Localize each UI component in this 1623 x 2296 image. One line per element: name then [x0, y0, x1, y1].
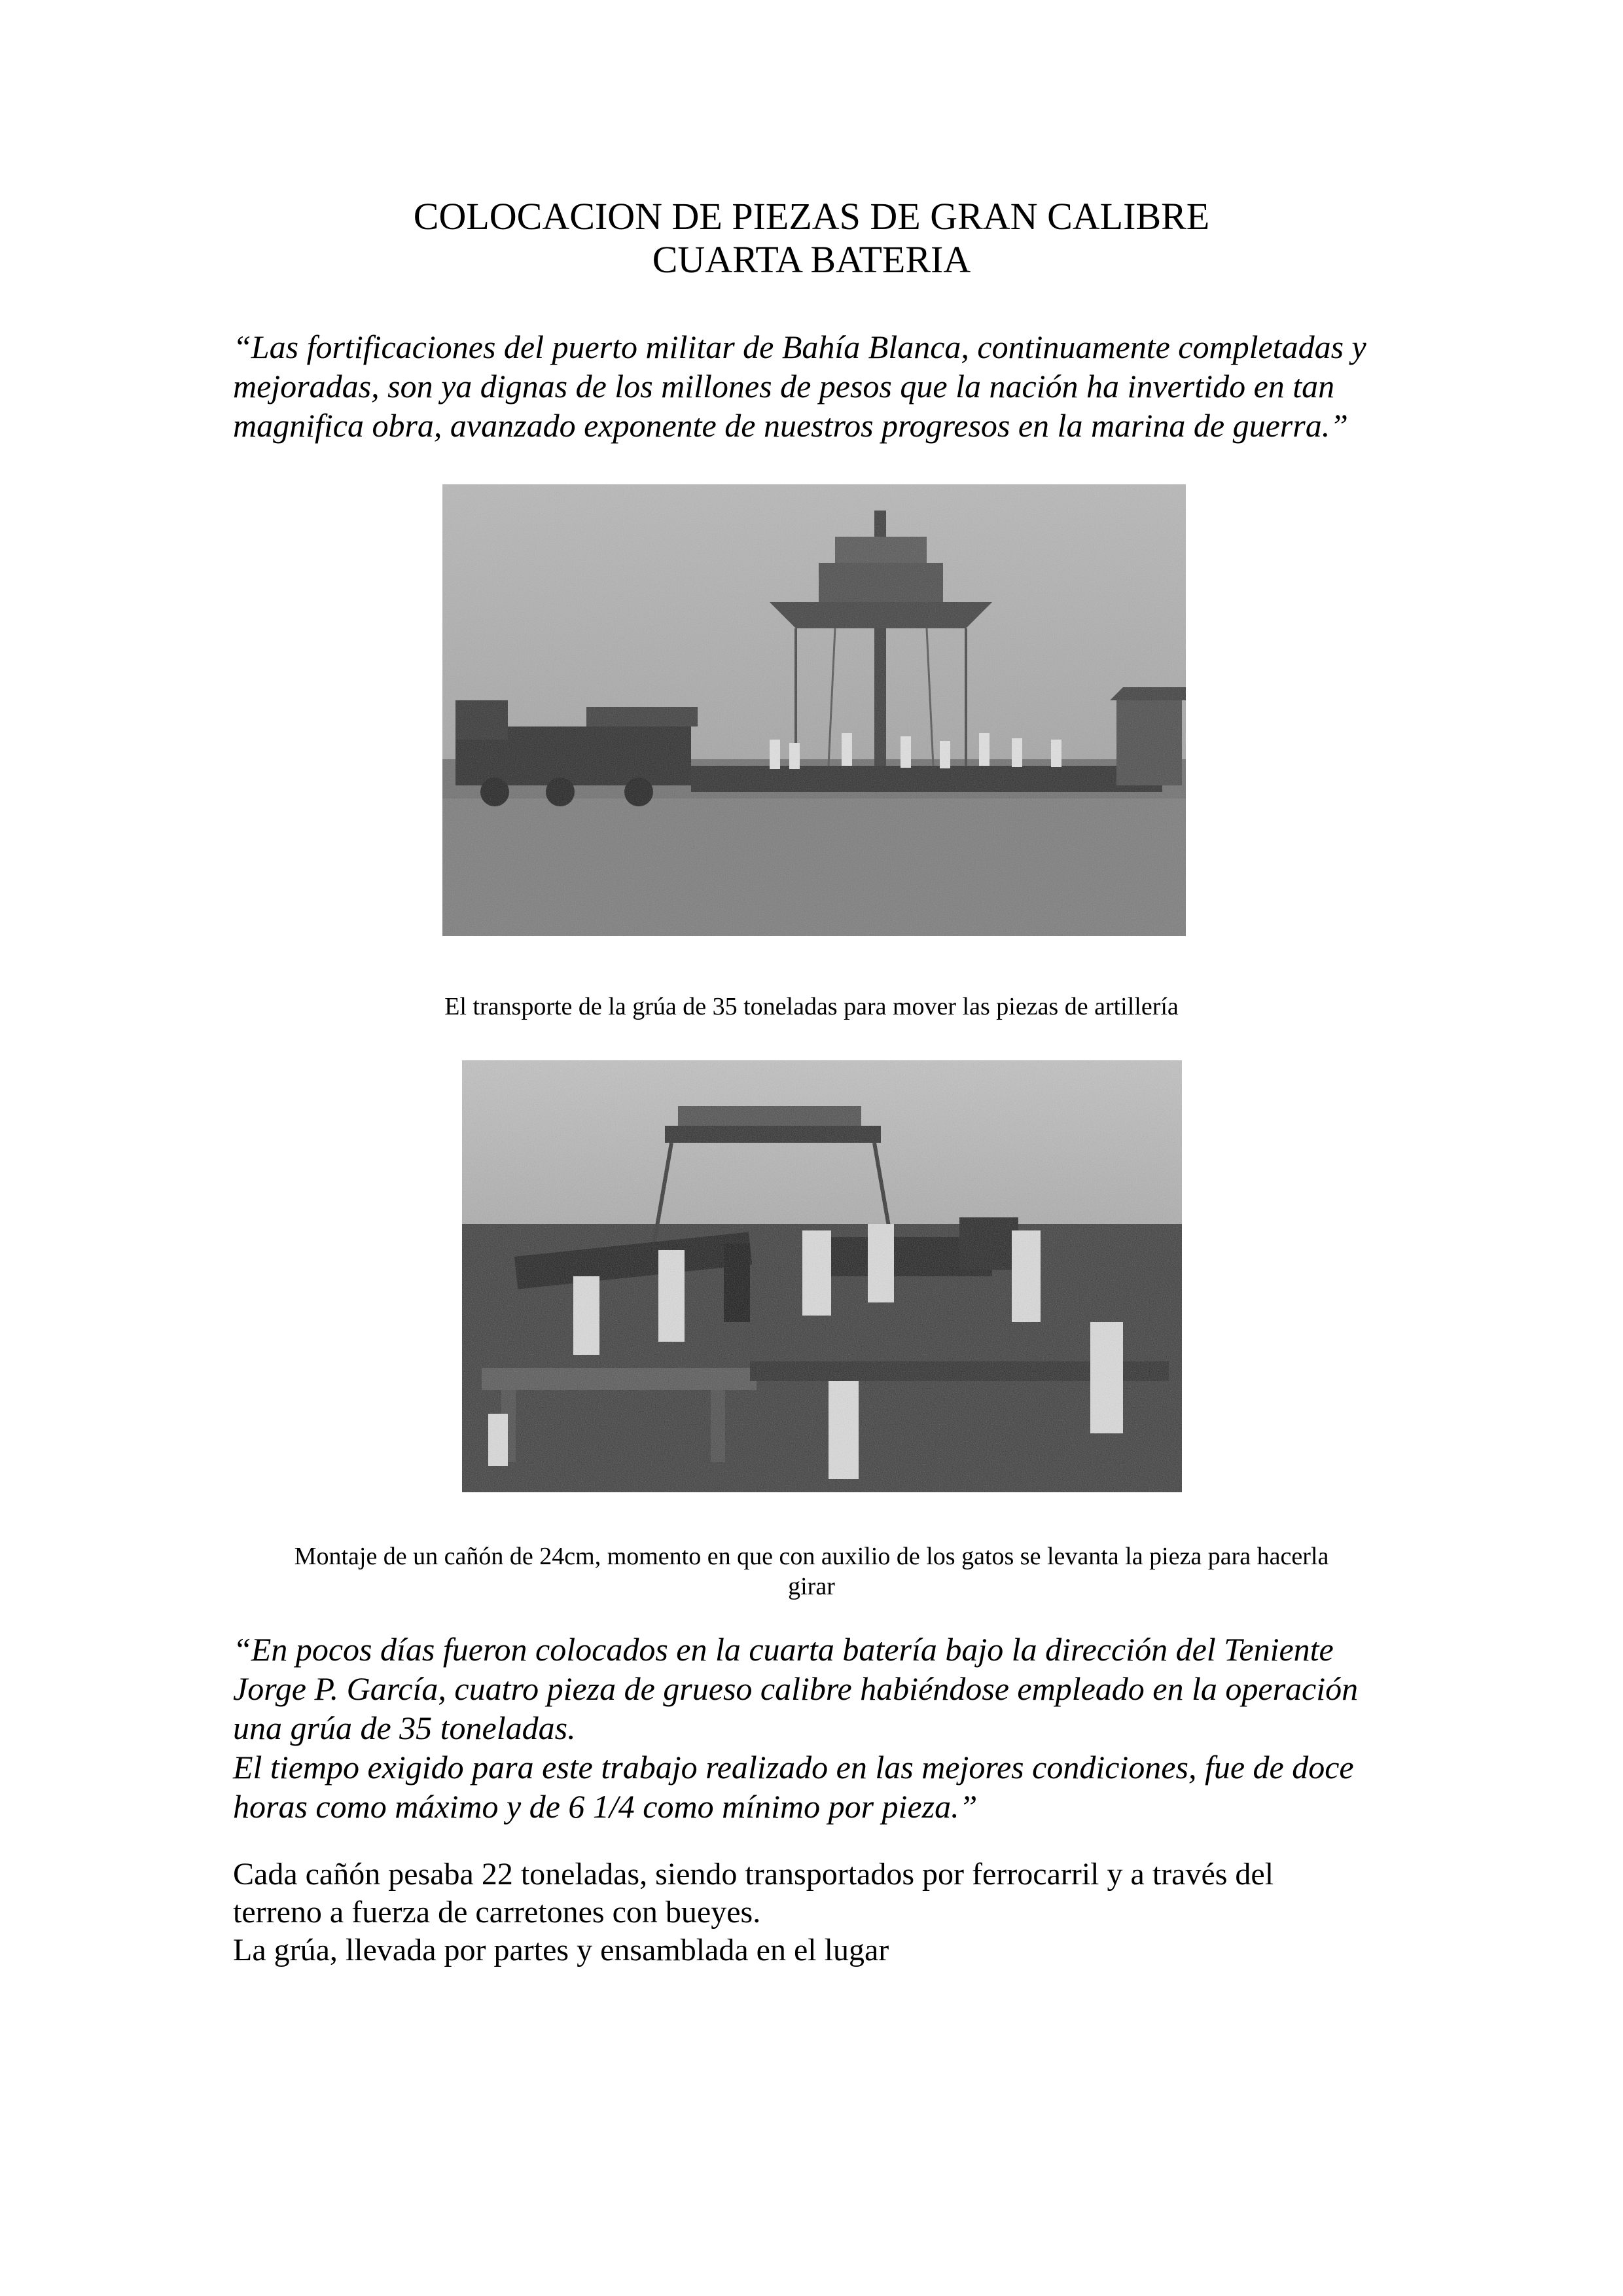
body-line: La grúa, llevada por partes y ensamblada en el lugar [233, 1933, 889, 1967]
photo-cannon-mounting [462, 1060, 1182, 1492]
quote-line: horas como máximo y de 6 1/4 como mínimo por pieza.” [233, 1788, 978, 1825]
caption-cannon-mounting [196, 1541, 1427, 1602]
caption-line: Montaje de un cañón de 24cm, momento en que con auxilio de los gatos se levanta la pieza para hacerla [294, 1543, 1329, 1570]
photo-crane-transport [442, 484, 1186, 936]
quote-line: una grúa de 35 toneladas. [233, 1710, 576, 1746]
title-line-1: COLOCACION DE PIEZAS DE GRAN CALIBRE [413, 195, 1210, 238]
body-paragraph [233, 1856, 1411, 1969]
caption-crane-transport: El transporte de la grúa de 35 toneladas para mover las piezas de artillería [444, 993, 1179, 1020]
caption-line: girar [788, 1573, 835, 1600]
quote-line: Jorge P. García, cuatro pieza de grueso calibre habiéndose empleado en la operación [233, 1670, 1359, 1707]
body-line: Cada cañón pesaba 22 toneladas, siendo transportados por ferrocarril y a través del [233, 1857, 1274, 1892]
photo-cannon-mounting-graphic [462, 1060, 1182, 1492]
quote-line: mejoradas, son ya dignas de los millones de pesos que la nación ha invertido en tan [233, 368, 1335, 404]
photo-crane-transport-graphic [442, 484, 1186, 936]
quote-line: “En pocos días fueron colocados en la cuarta batería bajo la dirección del Teniente [233, 1631, 1334, 1668]
quote-line: magnifica obra, avanzado exponente de nuestros progresos en la marina de guerra.” [233, 407, 1349, 444]
body-line: terreno a fuerza de carretones con bueyes. [233, 1895, 761, 1929]
quote-fortificaciones [233, 327, 1404, 445]
quote-cuarta-bateria [233, 1630, 1404, 1826]
quote-line: “Las fortificaciones del puerto militar de Bahía Blanca, continuamente completadas y [233, 329, 1366, 365]
title-line-2: CUARTA BATERIA [652, 238, 971, 281]
quote-line: El tiempo exigido para este trabajo realizado en las mejores condiciones, fue de doce [233, 1749, 1354, 1785]
